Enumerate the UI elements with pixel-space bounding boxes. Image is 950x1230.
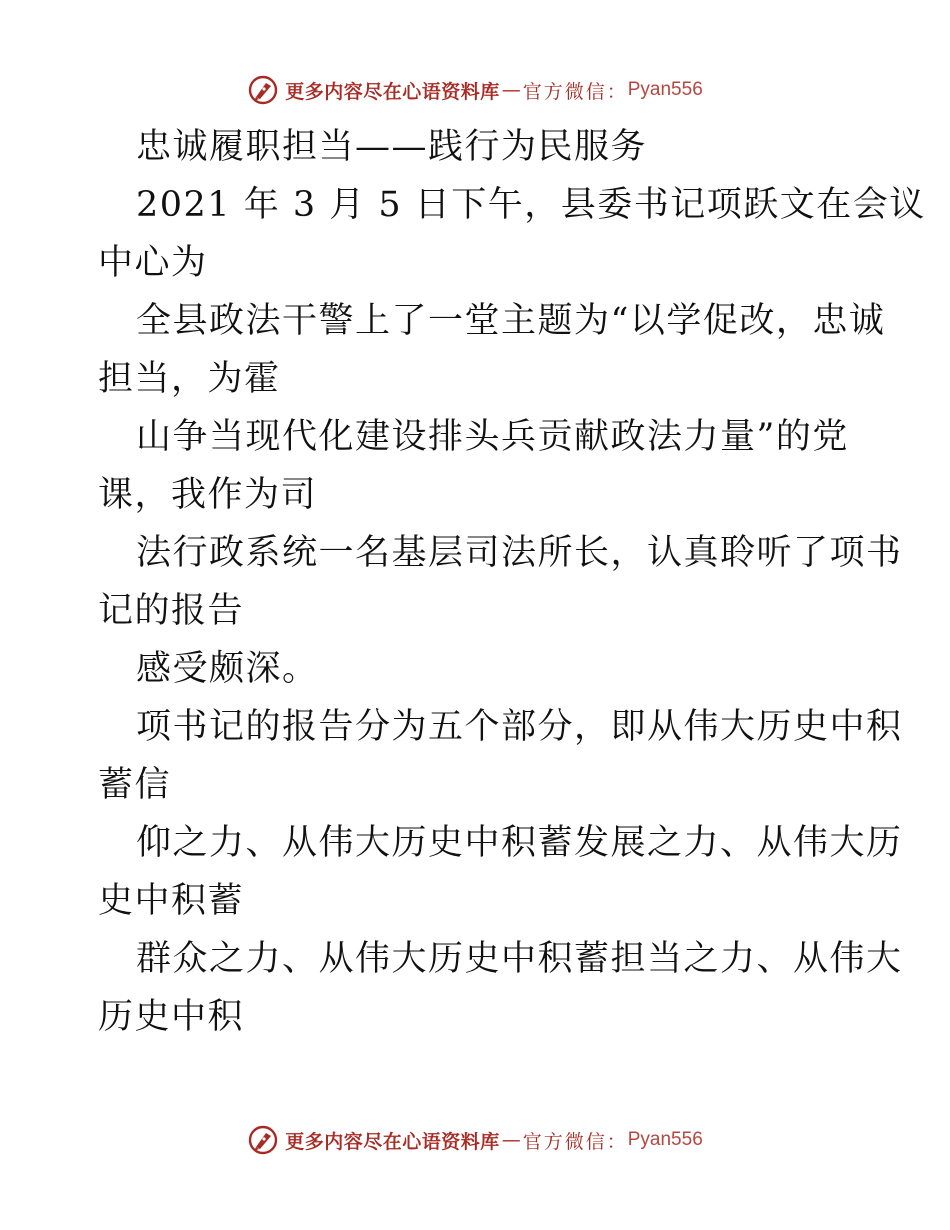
document-line: 担当，为霍 — [98, 359, 281, 399]
document-line: 山争当现代化建设排头兵贡献政法力量”的党 — [136, 417, 849, 457]
document-line: 仰之力、从伟大历史中积蓄发展之力、从伟大历 — [136, 823, 903, 863]
document-line: 2021 年 3 月 5 日下午，县委书记项跃文在会议 — [136, 185, 926, 225]
pen-nib-logo-icon — [247, 74, 279, 106]
document-title-line: 忠诚履职担当——践行为民服务 — [136, 127, 648, 167]
watermark-wechat-label: 官方微信： — [522, 1130, 628, 1153]
document-line: 蓄信 — [98, 765, 172, 805]
document-line: 感受颇深。 — [136, 649, 319, 689]
document-line: 记的报告 — [98, 591, 245, 631]
document-line: 法行政系统一名基层司法所长，认真聆听了项书 — [136, 533, 903, 573]
watermark-wechat-id: Pyan556 — [627, 79, 703, 100]
watermark-separator: — — [501, 79, 521, 101]
document-line: 全县政法干警上了一堂主题为“以学促改，忠诚 — [136, 301, 886, 341]
watermark-site-text: 更多内容尽在心语资料库 — [285, 1130, 500, 1153]
document-line: 中心为 — [98, 243, 208, 283]
watermark-banner-top — [0, 70, 950, 110]
watermark-site-text: 更多内容尽在心语资料库 — [285, 80, 500, 103]
document-line: 课，我作为司 — [98, 475, 318, 515]
document-line: 史中积蓄 — [98, 881, 245, 921]
watermark-wechat-label: 官方微信： — [522, 80, 628, 103]
document-body — [98, 118, 926, 1046]
document-line: 群众之力、从伟大历史中积蓄担当之力、从伟大 — [136, 939, 903, 979]
watermark-separator: — — [501, 1129, 521, 1151]
document-line: 项书记的报告分为五个部分，即从伟大历史中积 — [136, 707, 903, 747]
pen-nib-logo-icon — [247, 1124, 279, 1156]
watermark-wechat-id: Pyan556 — [627, 1129, 703, 1150]
document-line: 历史中积 — [98, 997, 245, 1037]
watermark-banner-bottom — [0, 1120, 950, 1160]
